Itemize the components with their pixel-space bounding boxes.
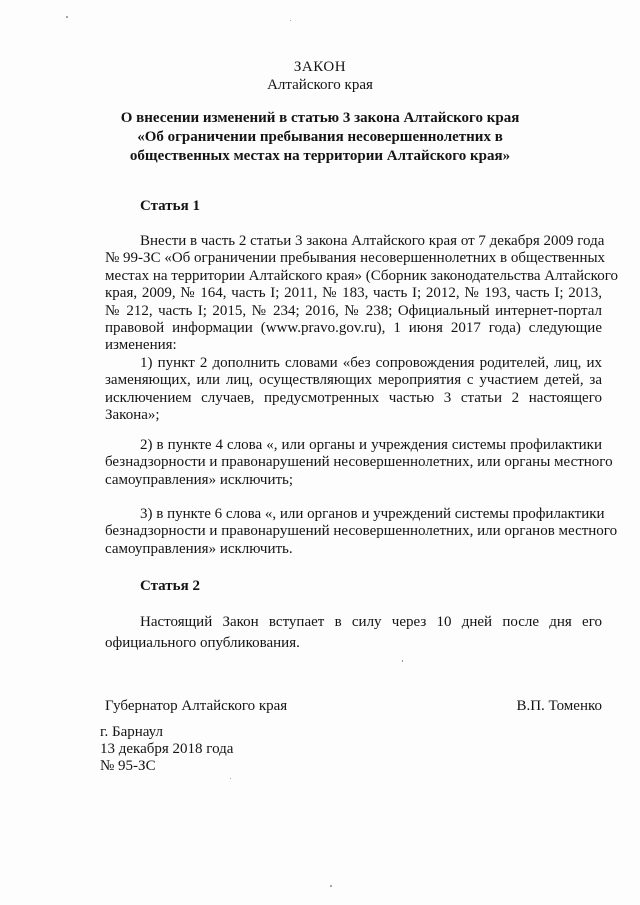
text-line: Закона»; [105, 407, 160, 424]
article-2-heading: Статья 2 [140, 578, 200, 594]
text-line: местах на территории Алтайского края» (Сборник законодательства Алтайского [105, 267, 618, 284]
text-line: официального опубликования. [105, 635, 300, 651]
signatory-position: Губернатор Алтайского края [105, 698, 288, 714]
law-title-line: «Об ограничении пребывания несовершеннолетних в [137, 129, 503, 145]
text-line: самоуправления» исключить. [105, 540, 293, 557]
article-1-heading: Статья 1 [140, 198, 200, 214]
text-line: 3) в пункте 6 слова «, или органов и учреждений системы профилактики [140, 506, 605, 522]
text-line: № 212, часть I; 2015, № 234; 2016, № 238; Официальный интернет-портал [105, 302, 602, 319]
text-line: Настоящий Закон вступает в силу через 10 дней после дня его [140, 614, 602, 630]
scan-speck [230, 778, 231, 779]
scan-speck [66, 16, 68, 18]
text-line: правовой информации (www.pravo.gov.ru), 1 июня 2017 года) следующие [105, 320, 602, 337]
text-line: № 99-ЗС «Об ограничении пребывания несовершеннолетних в общественных [105, 250, 606, 267]
document-type: ЗАКОН [293, 59, 347, 75]
scan-speck [402, 660, 403, 662]
text-line: исключением случаев, предусмотренных частью 3 статьи 2 настоящего [105, 389, 602, 406]
text-line: края, 2009, № 164, часть I; 2011, № 183, часть I; 2012, № 193, часть I; 2013, [105, 285, 602, 302]
article-2-body [105, 612, 602, 654]
article-1-item-2 [105, 437, 613, 489]
scan-speck [290, 20, 291, 21]
text-line: изменения: [105, 337, 177, 354]
text-line: 2) в пункте 4 слова «, или органы и учреждения системы профилактики [140, 437, 602, 453]
text-line: безнадзорности и правонарушений несовершеннолетних, или органов местного [105, 523, 618, 540]
text-line: самоуправления» исключить; [105, 471, 294, 488]
law-number: № 95-ЗС [100, 758, 156, 774]
article-1-item-3 [105, 506, 618, 558]
scan-speck [330, 885, 332, 887]
text-line: заменяющих, или лиц, осуществляющих мероприятия с участием детей, за [105, 372, 602, 389]
text-line: Внести в часть 2 статьи 3 закона Алтайского края от 7 декабря 2009 года [140, 233, 605, 249]
text-line: 1) пункт 2 дополнить словами «без сопровождения родителей, лиц, их [140, 355, 602, 371]
signatory-name: В.П. Томенко [516, 698, 602, 714]
article-1-intro [105, 233, 618, 355]
city: г. Барнаул [100, 724, 163, 740]
issue-date: 13 декабря 2018 года [100, 741, 234, 757]
law-title-line: О внесении изменений в статью 3 закона Алтайского края [120, 110, 520, 126]
article-1-item-1 [105, 355, 602, 425]
law-title [0, 109, 640, 166]
law-title-line: общественных местах на территории Алтайского края» [129, 148, 511, 164]
text-line: безнадзорности и правонарушений несовершеннолетних, или органы местного [105, 454, 613, 471]
issuing-region: Алтайского края [267, 77, 373, 93]
